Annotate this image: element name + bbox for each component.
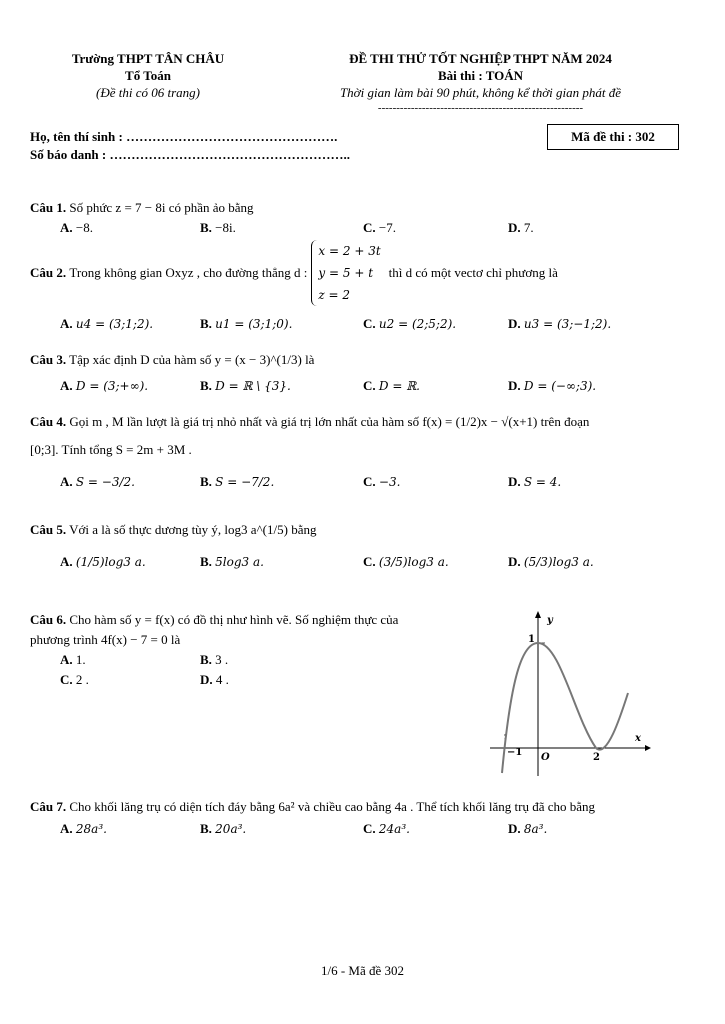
department: Tổ Toán <box>125 68 171 83</box>
option-c[interactable]: C. u2 = (2;5;2). <box>363 316 457 331</box>
question-label: Câu 6. <box>30 612 67 627</box>
school-header <box>48 50 248 101</box>
option-a[interactable]: A. −8. <box>60 220 93 235</box>
question-text-after: thì d có một vectơ chỉ phương là <box>388 265 558 280</box>
option-d[interactable]: D. (5/3)log3 a. <box>508 554 594 569</box>
question-text: Gọi m , M lần lượt là giá trị nhỏ nhất và giá trị lớn nhất của hàm số f(x) = (1/2)x − √(x+1) trên đoạn <box>69 414 590 429</box>
tick-x-pos: 2 <box>593 752 600 763</box>
option-d[interactable]: D. u3 = (3;−1;2). <box>508 316 612 331</box>
question-label: Câu 1. <box>30 200 67 215</box>
page-footer: 1/6 - Mã đề 302 <box>320 963 405 978</box>
question-text: Cho khối lăng trụ có diện tích đáy bằng 6a² và chiều cao bằng 4a . Thể tích khối lăng trụ đã cho bằng <box>69 799 596 814</box>
header-divider: -------------------------------------------------------- <box>377 102 584 114</box>
function-graph <box>485 608 655 780</box>
candidate-id-line: Số báo danh : ……………………………………………….. <box>30 147 350 162</box>
option-c[interactable]: C. 2 . <box>60 672 89 687</box>
question-label: Câu 4. <box>30 414 67 429</box>
option-b[interactable]: B. D = ℝ \ {3}. <box>200 378 291 393</box>
pages-note: (Đề thi có 06 trang) <box>96 85 200 100</box>
tick-x-neg: −1 <box>507 747 523 758</box>
y-axis-arrow-icon <box>535 611 541 618</box>
question-text: Với a là số thực dương tùy ý, log3 a^(1/5) bằng <box>69 522 317 537</box>
option-c[interactable]: C. −3. <box>363 474 401 489</box>
option-a[interactable]: A. S = −3/2. <box>60 474 135 489</box>
option-b[interactable]: B. −8i. <box>200 220 236 235</box>
option-d[interactable]: D. 7. <box>508 220 534 235</box>
option-d[interactable]: D. S = 4. <box>508 474 562 489</box>
option-c[interactable]: C. 24a³. <box>363 821 410 836</box>
question-label: Câu 2. <box>30 265 67 280</box>
line-equation-system: x = 2 + 3t y = 5 + t z = 2 <box>311 240 380 306</box>
option-a[interactable]: A. 28a³. <box>60 821 107 836</box>
question-label: Câu 7. <box>30 799 67 814</box>
option-c[interactable]: C. −7. <box>363 220 396 235</box>
candidate-info <box>30 128 350 164</box>
y-label: y <box>547 615 553 626</box>
question-4 <box>30 412 690 502</box>
option-c[interactable]: C. (3/5)log3 a. <box>363 554 449 569</box>
option-c[interactable]: C. D = ℝ. <box>363 378 420 393</box>
option-b[interactable]: B. 20a³. <box>200 821 247 836</box>
option-a[interactable]: A. 1. <box>60 652 86 667</box>
time-note: Thời gian làm bài 90 phút, không kể thời gian phát đề <box>339 85 622 100</box>
option-a[interactable]: A. D = (3;+∞). <box>60 378 149 393</box>
question-text-before: Trong không gian Oxyz , cho đường thẳng d : <box>69 265 308 280</box>
option-a[interactable]: A. (1/5)log3 a. <box>60 554 146 569</box>
question-7 <box>30 797 690 841</box>
option-b[interactable]: B. 3 . <box>200 652 229 667</box>
option-d[interactable]: D. D = (−∞;3). <box>508 378 597 393</box>
option-d[interactable]: D. 4 . <box>200 672 229 687</box>
tick-y-1: 1 <box>528 634 535 645</box>
exam-code-box: Mã đề thi : 302 <box>547 124 679 150</box>
school-name: Trường THPT TÂN CHÂU <box>71 51 225 66</box>
candidate-name-line: Họ, tên thí sinh : …………………………………………. <box>30 129 338 144</box>
origin-label: O <box>541 752 550 763</box>
question-label: Câu 3. <box>30 352 67 367</box>
question-label: Câu 5. <box>30 522 67 537</box>
option-d[interactable]: D. 8a³. <box>508 821 548 836</box>
question-6 <box>30 610 485 690</box>
question-1 <box>30 198 690 238</box>
question-text-2: [0;3]. Tính tổng S = 2m + 3M . <box>30 442 192 457</box>
exam-title: ĐỀ THI THỬ TỐT NGHIỆP THPT NĂM 2024 <box>349 51 612 66</box>
question-text: Cho hàm số y = f(x) có đồ thị như hình vẽ. Số nghiệm thực của <box>69 612 399 627</box>
option-b[interactable]: B. 5log3 a. <box>200 554 264 569</box>
x-label: x <box>635 733 641 744</box>
x-axis-arrow-icon <box>645 745 651 751</box>
question-2 <box>30 240 690 338</box>
option-b[interactable]: B. u1 = (3;1;0). <box>200 316 293 331</box>
question-3 <box>30 350 690 400</box>
question-5 <box>30 520 690 582</box>
question-text-2: phương trình 4f(x) − 7 = 0 là <box>30 632 181 647</box>
exam-header <box>318 50 643 114</box>
option-b[interactable]: B. S = −7/2. <box>200 474 275 489</box>
question-text: Số phức z = 7 − 8i có phần ảo bằng <box>69 200 254 215</box>
option-a[interactable]: A. u4 = (3;1;2). <box>60 316 154 331</box>
subject: Bài thi : TOÁN <box>437 68 524 83</box>
question-text: Tập xác định D của hàm số y = (x − 3)^(1/3) là <box>69 352 315 367</box>
